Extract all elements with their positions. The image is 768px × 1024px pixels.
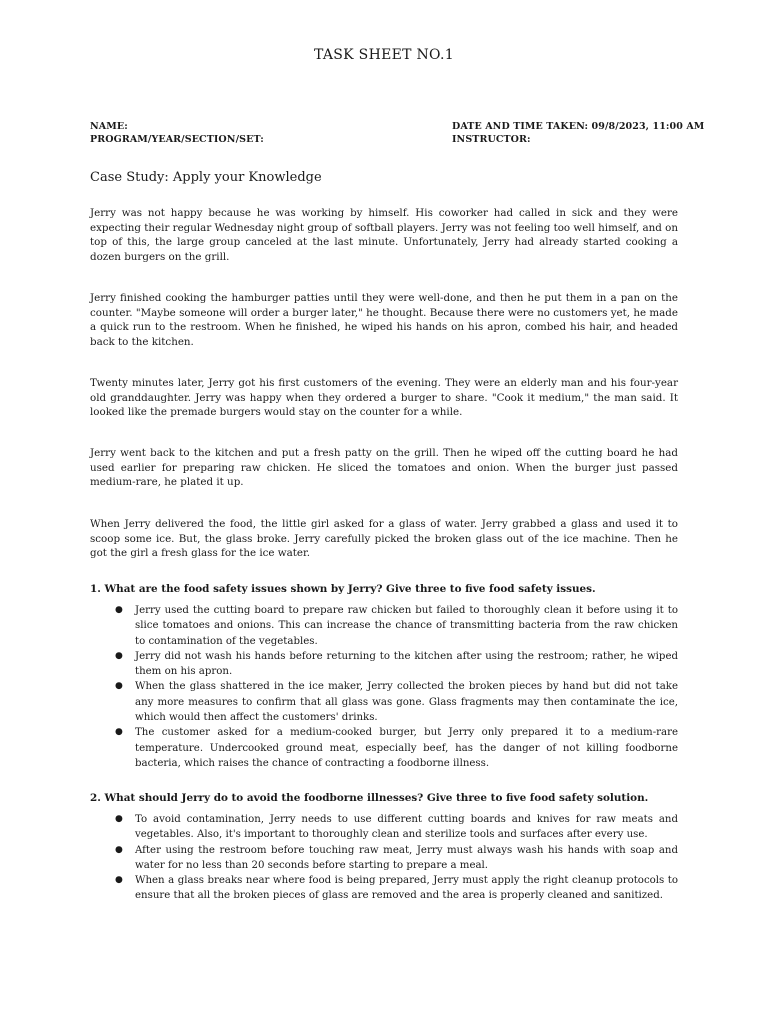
list-item — [90, 679, 678, 725]
case-study-heading: Case Study: Apply your Knowledge — [90, 170, 322, 185]
case-paragraph-3: Twenty minutes later, Jerry got his first customers of the evening. They were an elderly man and his four-year old granddaughter. Jerry was happy when they ordered a burger to share. "Cook it medium," the man said. It looked like the premade burgers would stay on the counter for a while. — [90, 377, 678, 419]
case-paragraph-4: Jerry went back to the kitchen and put a fresh patty on the grill. Then he wiped off the cutting board he had used earlier for preparing raw chicken. He sliced the tomatoes and onion. When the burger just passed medium-rare, he plated it up. — [90, 447, 678, 489]
bullet-icon: ● — [115, 844, 123, 855]
bullet-icon: ● — [115, 727, 123, 738]
meta-right — [452, 120, 704, 146]
list-item — [90, 843, 678, 874]
answer-text: When a glass breaks near where food is being prepared, Jerry must apply the right cleanup protocols to ensure that all the broken pieces of glass are removed and the area is properly cleaned and sanitized. — [135, 875, 678, 902]
answer-text: The customer asked for a medium-cooked burger, but Jerry only prepared it to a medium-rare temperature. Undercooked ground meat, especially beef, has the danger of not killing foodborne bacteria, which raises the chance of contracting a foodborne illness. — [135, 727, 678, 769]
case-paragraph-1: Jerry was not happy because he was working by himself. His coworker had called in sick and they were expecting their regular Wednesday night group of softball players. Jerry was not feeling too well himself, and on top of this, the large group canceled at the last minute. Unfortunately, Jerry had already started cooking a dozen burgers on the grill. — [90, 207, 678, 263]
instructor-label: INSTRUCTOR: — [452, 134, 531, 145]
list-item — [90, 812, 678, 843]
date-time-label: DATE AND TIME TAKEN: 09/8/2023, 11:00 AM — [452, 121, 705, 132]
answer-text: After using the restroom before touching raw meat, Jerry must always wash his hands with soap and water for no less than 20 seconds before starting to prepare a meal. — [135, 844, 678, 871]
bullet-icon: ● — [115, 875, 123, 886]
answer-text: To avoid contamination, Jerry needs to use different cutting boards and knives for raw meats and vegetables. Also, it's important to thoroughly clean and sterilize tools and surfaces after every use. — [135, 814, 678, 841]
bullet-icon: ● — [115, 605, 123, 615]
bullet-icon: ● — [115, 650, 123, 661]
case-paragraph-5: When Jerry delivered the food, the little girl asked for a glass of water. Jerry grabbed a glass and used it to scoop some ice. But, the glass broke. Jerry carefully picked the broken glass out of the ice machine. Then he got the girl a fresh glass for the ice water. — [90, 518, 678, 560]
list-item — [90, 649, 678, 680]
answer-text: Jerry used the cutting board to prepare raw chicken but failed to thoroughly clean it before using it to slice tomatoes and onions. This can increase the chance of transmitting bacteria from the raw chicken to contamination of the vegetables. — [135, 605, 678, 647]
name-label: NAME: — [90, 121, 128, 132]
answer-text: Jerry did not wash his hands before returning to the kitchen after using the restroom; rather, he wiped them on his apron. — [135, 650, 678, 678]
bullet-icon: ● — [115, 814, 123, 824]
page-title: TASK SHEET NO.1 — [314, 47, 454, 63]
program-label: PROGRAM/YEAR/SECTION/SET: — [90, 134, 264, 145]
question-1-answers — [90, 603, 678, 771]
meta-left — [90, 120, 264, 146]
case-paragraph-2: Jerry finished cooking the hamburger patties until they were well-done, and then he put them in a pan on the counter. "Maybe someone will order a burger later," he thought. Because there were no customers yet, he made a quick run to the restroom. When he finished, he wiped his hands on his apron, combed his hair, and headed back to the kitchen. — [90, 292, 678, 348]
list-item — [90, 725, 678, 771]
question-1: 1. What are the food safety issues shown by Jerry? Give three to five food safety issues. — [90, 583, 596, 595]
list-item — [90, 603, 678, 649]
list-item — [90, 873, 678, 904]
bullet-icon: ● — [115, 681, 123, 692]
question-2-answers — [90, 812, 678, 904]
answer-text: When the glass shattered in the ice maker, Jerry collected the broken pieces by hand but did not take any more measures to confirm that all glass was gone. Glass fragments may then contaminate the ice, which would then affect the customers' drinks. — [135, 681, 678, 724]
question-2: 2. What should Jerry do to avoid the foodborne illnesses? Give three to five food safety solution. — [90, 792, 649, 804]
